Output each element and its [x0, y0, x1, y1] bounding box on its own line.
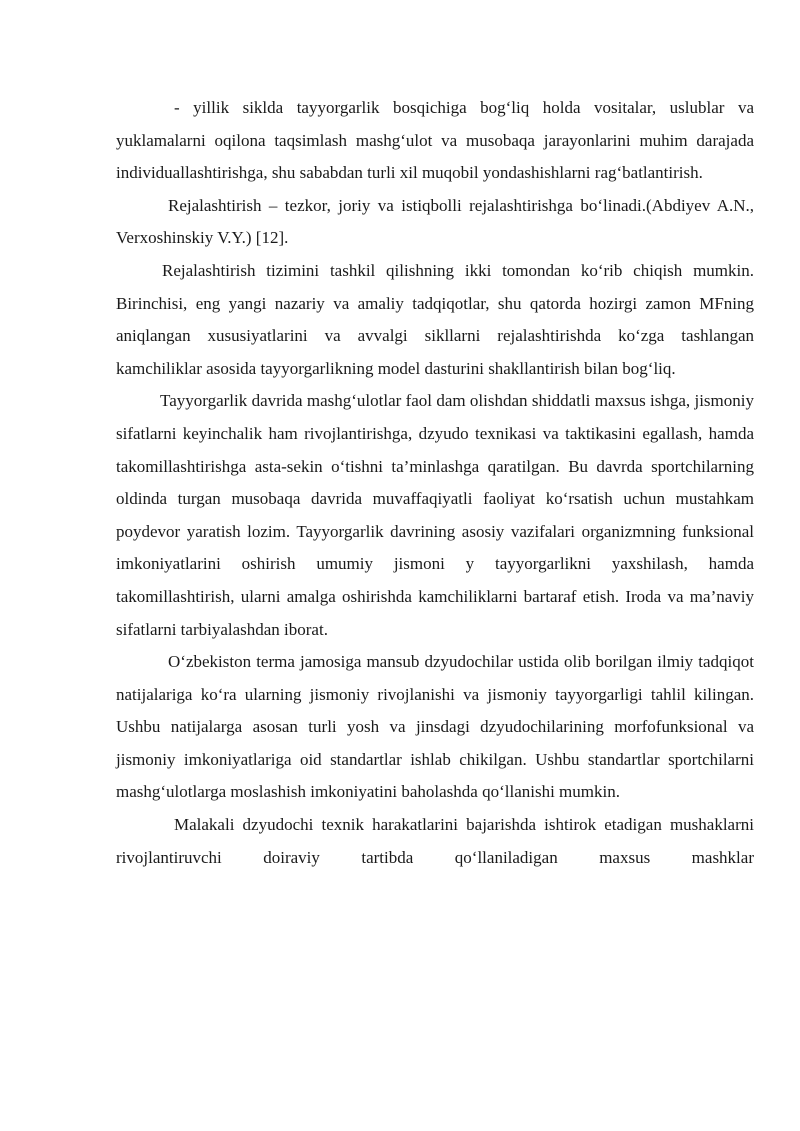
- paragraph-malakali-dzyudochi: Malakali dzyudochi texnik harakatlarini bajarishda ishtirok etadigan mushaklarni rivojlantiruvchi doiraviy tartibda qo‘llaniladigan maxsus mashklar: [116, 815, 754, 867]
- paragraph-rejalashtirish-turlari: Rejalashtirish – tezkor, joriy va istiqbolli rejalashtirishga bo‘linadi.(Abdiyev A.N., Verxoshinskiy V.Y.) [12].: [116, 195, 754, 248]
- paragraph-terma-jamoa: O‘zbekiston terma jamosiga mansub dzyudochilar ustida olib borilgan ilmiy tadqiqot natijalariga ko‘ra ularning jismoniy rivojlanishi va jismoniy tayyorgarligi tahlil kilingan. Ushbu natijalarga asosan turli yosh va jinsdagi dzyudochilarining morfofunksional va jismoniy imkoniyatlariga oid standartlar ishlab chikilgan. Ushbu standartlar sportchilarni mashg‘ulotlarga moslashish imkoniyatini baholashda qo‘llanishi mumkin.: [116, 652, 754, 802]
- paragraph-rejalashtirish-tizimi: Rejalashtirish tizimini tashkil qilishning ikki tomondan ko‘rib chiqish mumkin. Birinchisi, eng yangi nazariy va amaliy tadqiqotlar, shu qatorda hozirgi zamon MFning aniqlangan xususiyatlarini va avvalgi sikllarni rejalashtirishda ko‘zga tashlangan kamchiliklar asosida tayyorgarlikning model dasturini shakllantirish bilan bog‘liq.: [116, 260, 754, 378]
- paragraph-vositalar: - yillik siklda tayyorgarlik bosqichiga bog‘liq holda vositalar, uslublar va yuklamalarni oqilona taqsimlash mashg‘ulot va musobaqa jarayonlarini muhim darajada individuallashtirishga, shu sababdan turli xil muqobil yondashishlarni rag‘batlantirish.: [116, 98, 754, 183]
- paragraph-tayyorgarlik-davri: Tayyorgarlik davrida mashg‘ulotlar faol dam olishdan shiddatli maxsus ishga, jismoniy sifatlarni keyinchalik ham rivojlantirishga, dzyudo texnikasi va taktikasini egallash, hamda takomillashtirishga asta-sekin o‘tishni ta’minlashga qaratilgan. Bu davrda sportchilarning oldinda turgan musobaqa davrida muvaffaqiyatli faoliyat ko‘rsatish uchun mustahkam poydevor yaratish lozim. Tayyorgarlik davrining asosiy vazifalari organizmning funksional imkoniyatlarini oshirish umumiy jismoni y tayyorgarlikni yaxshilash, hamda takomillashtirish, ularni amalga oshirishda kamchiliklarni bartaraf etish. Iroda va ma’naviy sifatlarni tarbiyalashdan iborat.: [116, 391, 754, 639]
- body-text: [116, 92, 754, 874]
